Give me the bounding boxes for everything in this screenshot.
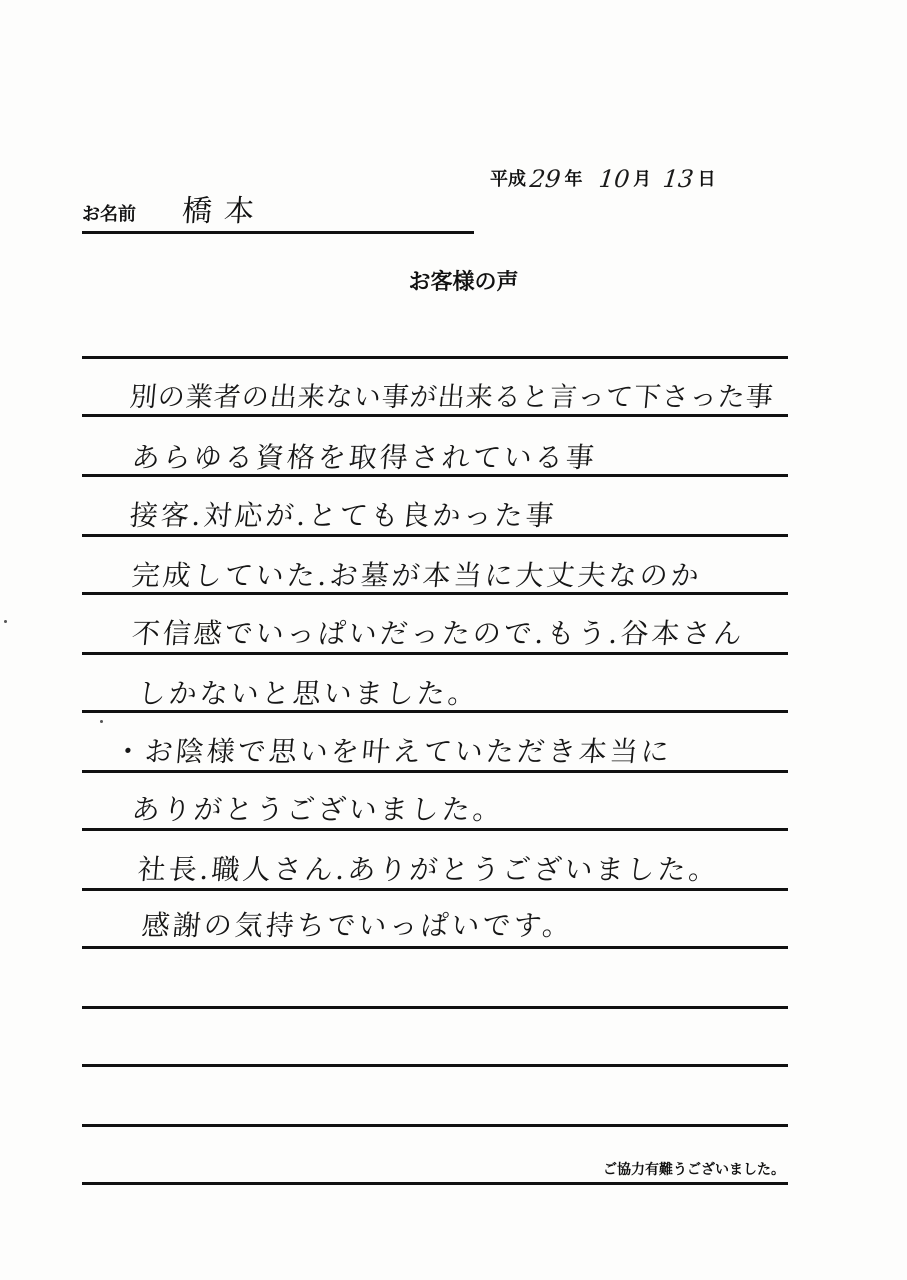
comment-line: 別の業者の出来ない事が出来ると言って下さった事 [128, 382, 776, 413]
comment-line: 感謝の気持ちでいっぱいです。 [140, 909, 575, 942]
date-month-unit: 月 [633, 169, 652, 190]
page-title: お客様の声 [408, 270, 519, 295]
comment-line: ありがとうございました。 [130, 793, 506, 826]
name-underline [82, 231, 474, 234]
name-field [82, 190, 474, 230]
name-label: お名前 [82, 204, 136, 225]
comment-line: ・お陰様で思いを叶えていただき本当に [112, 735, 674, 768]
scan-speck [100, 720, 103, 723]
date-year-unit: 年 [564, 169, 583, 190]
comment-line: 接客.対応が.とても良かった事 [128, 499, 559, 532]
date-era: 平成 [490, 169, 526, 190]
date-day: 13 [661, 165, 696, 193]
comment-line: 社長.職人さん.ありがとうございました。 [136, 853, 722, 886]
comment-line: 不信感でいっぱいだったので.もう.谷本さん [130, 617, 747, 650]
ruled-line [82, 356, 788, 359]
ruled-line [82, 1064, 788, 1067]
comment-line: あらゆる資格を取得されている事 [130, 441, 599, 474]
comment-line: しかないと思いました。 [136, 677, 481, 710]
ruled-line [82, 1006, 788, 1009]
date-day-unit: 日 [697, 169, 716, 190]
date-year: 29 [528, 165, 563, 193]
date-field [490, 158, 716, 194]
thanks-footer: ご協力有難うございました。 [603, 1162, 785, 1178]
ruled-line [82, 946, 788, 949]
scan-speck [4, 620, 7, 623]
name-value: 橋本 [180, 194, 268, 229]
date-month: 10 [597, 165, 631, 193]
ruled-line [82, 1124, 788, 1127]
ruled-line [82, 1182, 788, 1185]
comment-line: 完成していた.お墓が本当に大丈夫なのか [130, 559, 704, 592]
